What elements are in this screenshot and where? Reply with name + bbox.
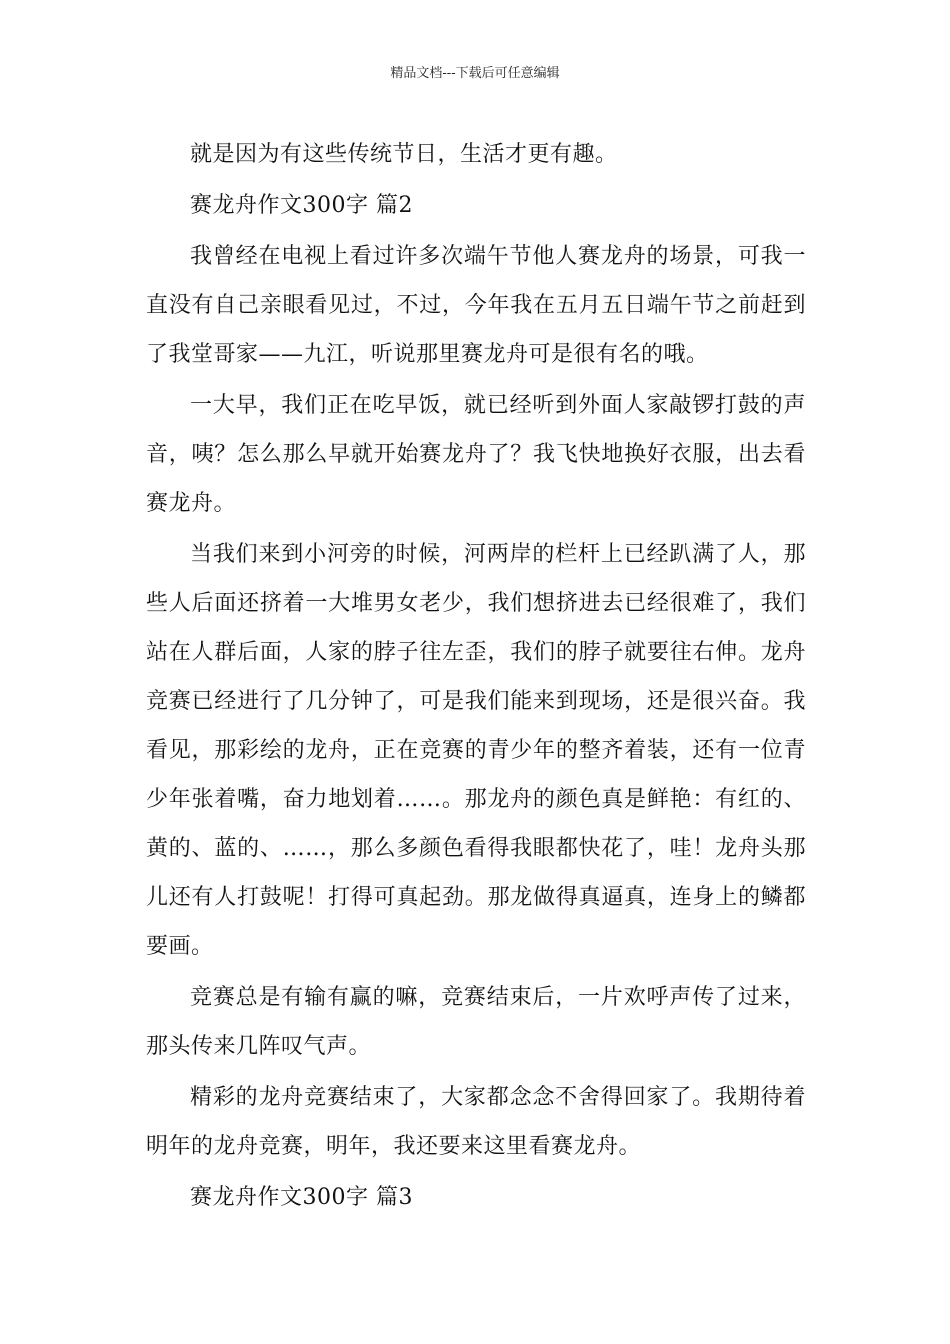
section-heading-2: 赛龙舟作文300字 篇2: [190, 193, 413, 218]
paragraph-intro-end: 就是因为有这些传统节日，生活才更有趣。: [190, 142, 618, 167]
paragraph-1: 我曾经在电视上看过许多次端午节他人赛龙舟的场景，可我一直没有自己亲眼看见过，不过，今年我在五月五日端午节之前赶到了我堂哥家——九江，听说那里赛龙舟可是很有名的哦。: [146, 244, 806, 367]
paragraph-4: 竞赛总是有输有赢的嘛，竞赛结束后，一片欢呼声传了过来，那头传来几阵叹气声。: [146, 985, 806, 1059]
paragraph-5: 精彩的龙舟竞赛结束了，大家都念念不舍得回家了。我期待着明年的龙舟竞赛，明年，我还要来这里看赛龙舟。: [146, 1085, 806, 1159]
paragraph-3: 当我们来到小河旁的时候，河两岸的栏杆上已经趴满了人，那些人后面还挤着一大堆男女老少，我们想挤进去已经很难了，我们站在人群后面，人家的脖子往左歪，我们的脖子就要往右伸。龙舟竞赛已经进行了几分钟了，可是我们能来到现场，还是很兴奋。我看见，那彩绘的龙舟，正在竞赛的青少年的整齐着装，还有一位青少年张着嘴，奋力地划着……。那龙舟的颜色真是鲜艳：有红的、黄的、蓝的、……，那么多颜色看得我眼都快花了，哇！龙舟头那儿还有人打鼓呢！打得可真起劲。那龙做得真逼真，连身上的鳞都要画。: [146, 542, 806, 959]
paragraph-2: 一大早，我们正在吃早饭，就已经听到外面人家敲锣打鼓的声音，咦？怎么那么早就开始赛龙舟了？我飞快地换好衣服，出去看赛龙舟。: [146, 393, 806, 516]
section-heading-3: 赛龙舟作文300字 篇3: [190, 1185, 413, 1210]
page-header: 精品文档---下载后可任意编辑: [390, 66, 560, 81]
document-body: [146, 130, 806, 1224]
